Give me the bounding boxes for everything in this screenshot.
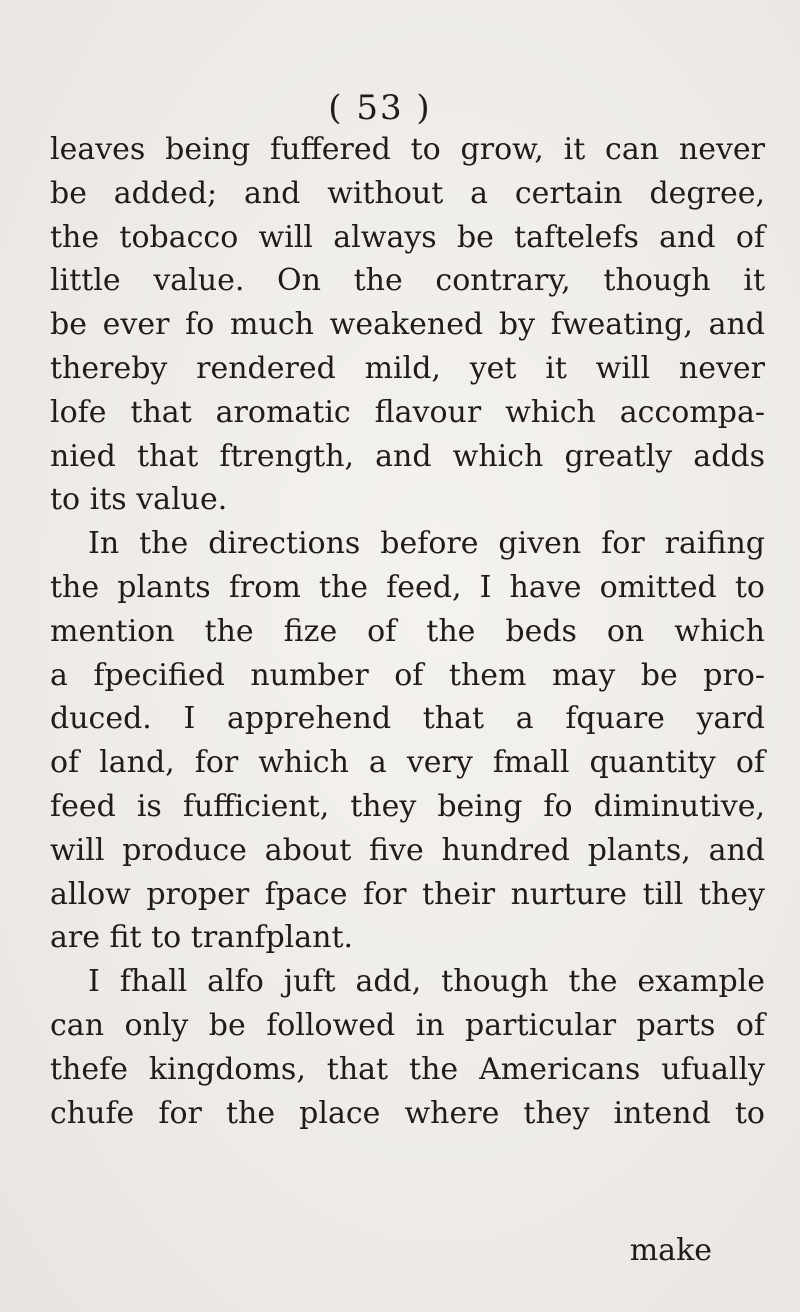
text-line: allow proper fpace for their nurture till they [50, 876, 765, 912]
text-line: the tobacco will always be taftelefs and of [50, 219, 765, 255]
text-line: leaves being fuffered to grow, it can never [50, 132, 765, 167]
text-line: be ever fo much weakened by fweating, and [50, 307, 765, 343]
text-line: of land, for which a very fmall quantity of [50, 745, 765, 781]
text-line: thefe kingdoms, that the Americans ufually [50, 1051, 765, 1087]
page-number: ( 53 ) [328, 88, 432, 128]
catchword: make [629, 1233, 712, 1268]
text-line: are fit to tranfplant. [50, 920, 354, 956]
text-line: the plants from the feed, I have omitted to [50, 569, 765, 605]
text-line: duced. I apprehend that a fquare yard [50, 701, 765, 737]
text-line: little value. On the contrary, though it [50, 263, 765, 299]
text-line: thereby rendered mild, yet it will never [50, 350, 765, 386]
text-line: lofe that aromatic flavour which accompa- [50, 394, 765, 430]
body-text [50, 128, 765, 1135]
text-line: In the directions before given for raifing [88, 526, 765, 562]
text-line: be added; and without a certain degree, [50, 175, 765, 211]
text-line: will produce about five hundred plants, and [50, 832, 765, 868]
text-line: chufe for the place where they intend to [50, 1095, 765, 1131]
text-line: to its value. [50, 482, 228, 518]
text-line: nied that ftrength, and which greatly adds [50, 438, 765, 474]
text-line: mention the fize of the beds on which [50, 613, 765, 649]
text-line: a fpecified number of them may be pro- [50, 657, 765, 693]
text-line: feed is fufficient, they being fo diminutive, [50, 788, 765, 824]
text-line: can only be followed in particular parts of [50, 1007, 765, 1043]
text-line: I fhall alfo juft add, though the example [88, 964, 765, 1000]
